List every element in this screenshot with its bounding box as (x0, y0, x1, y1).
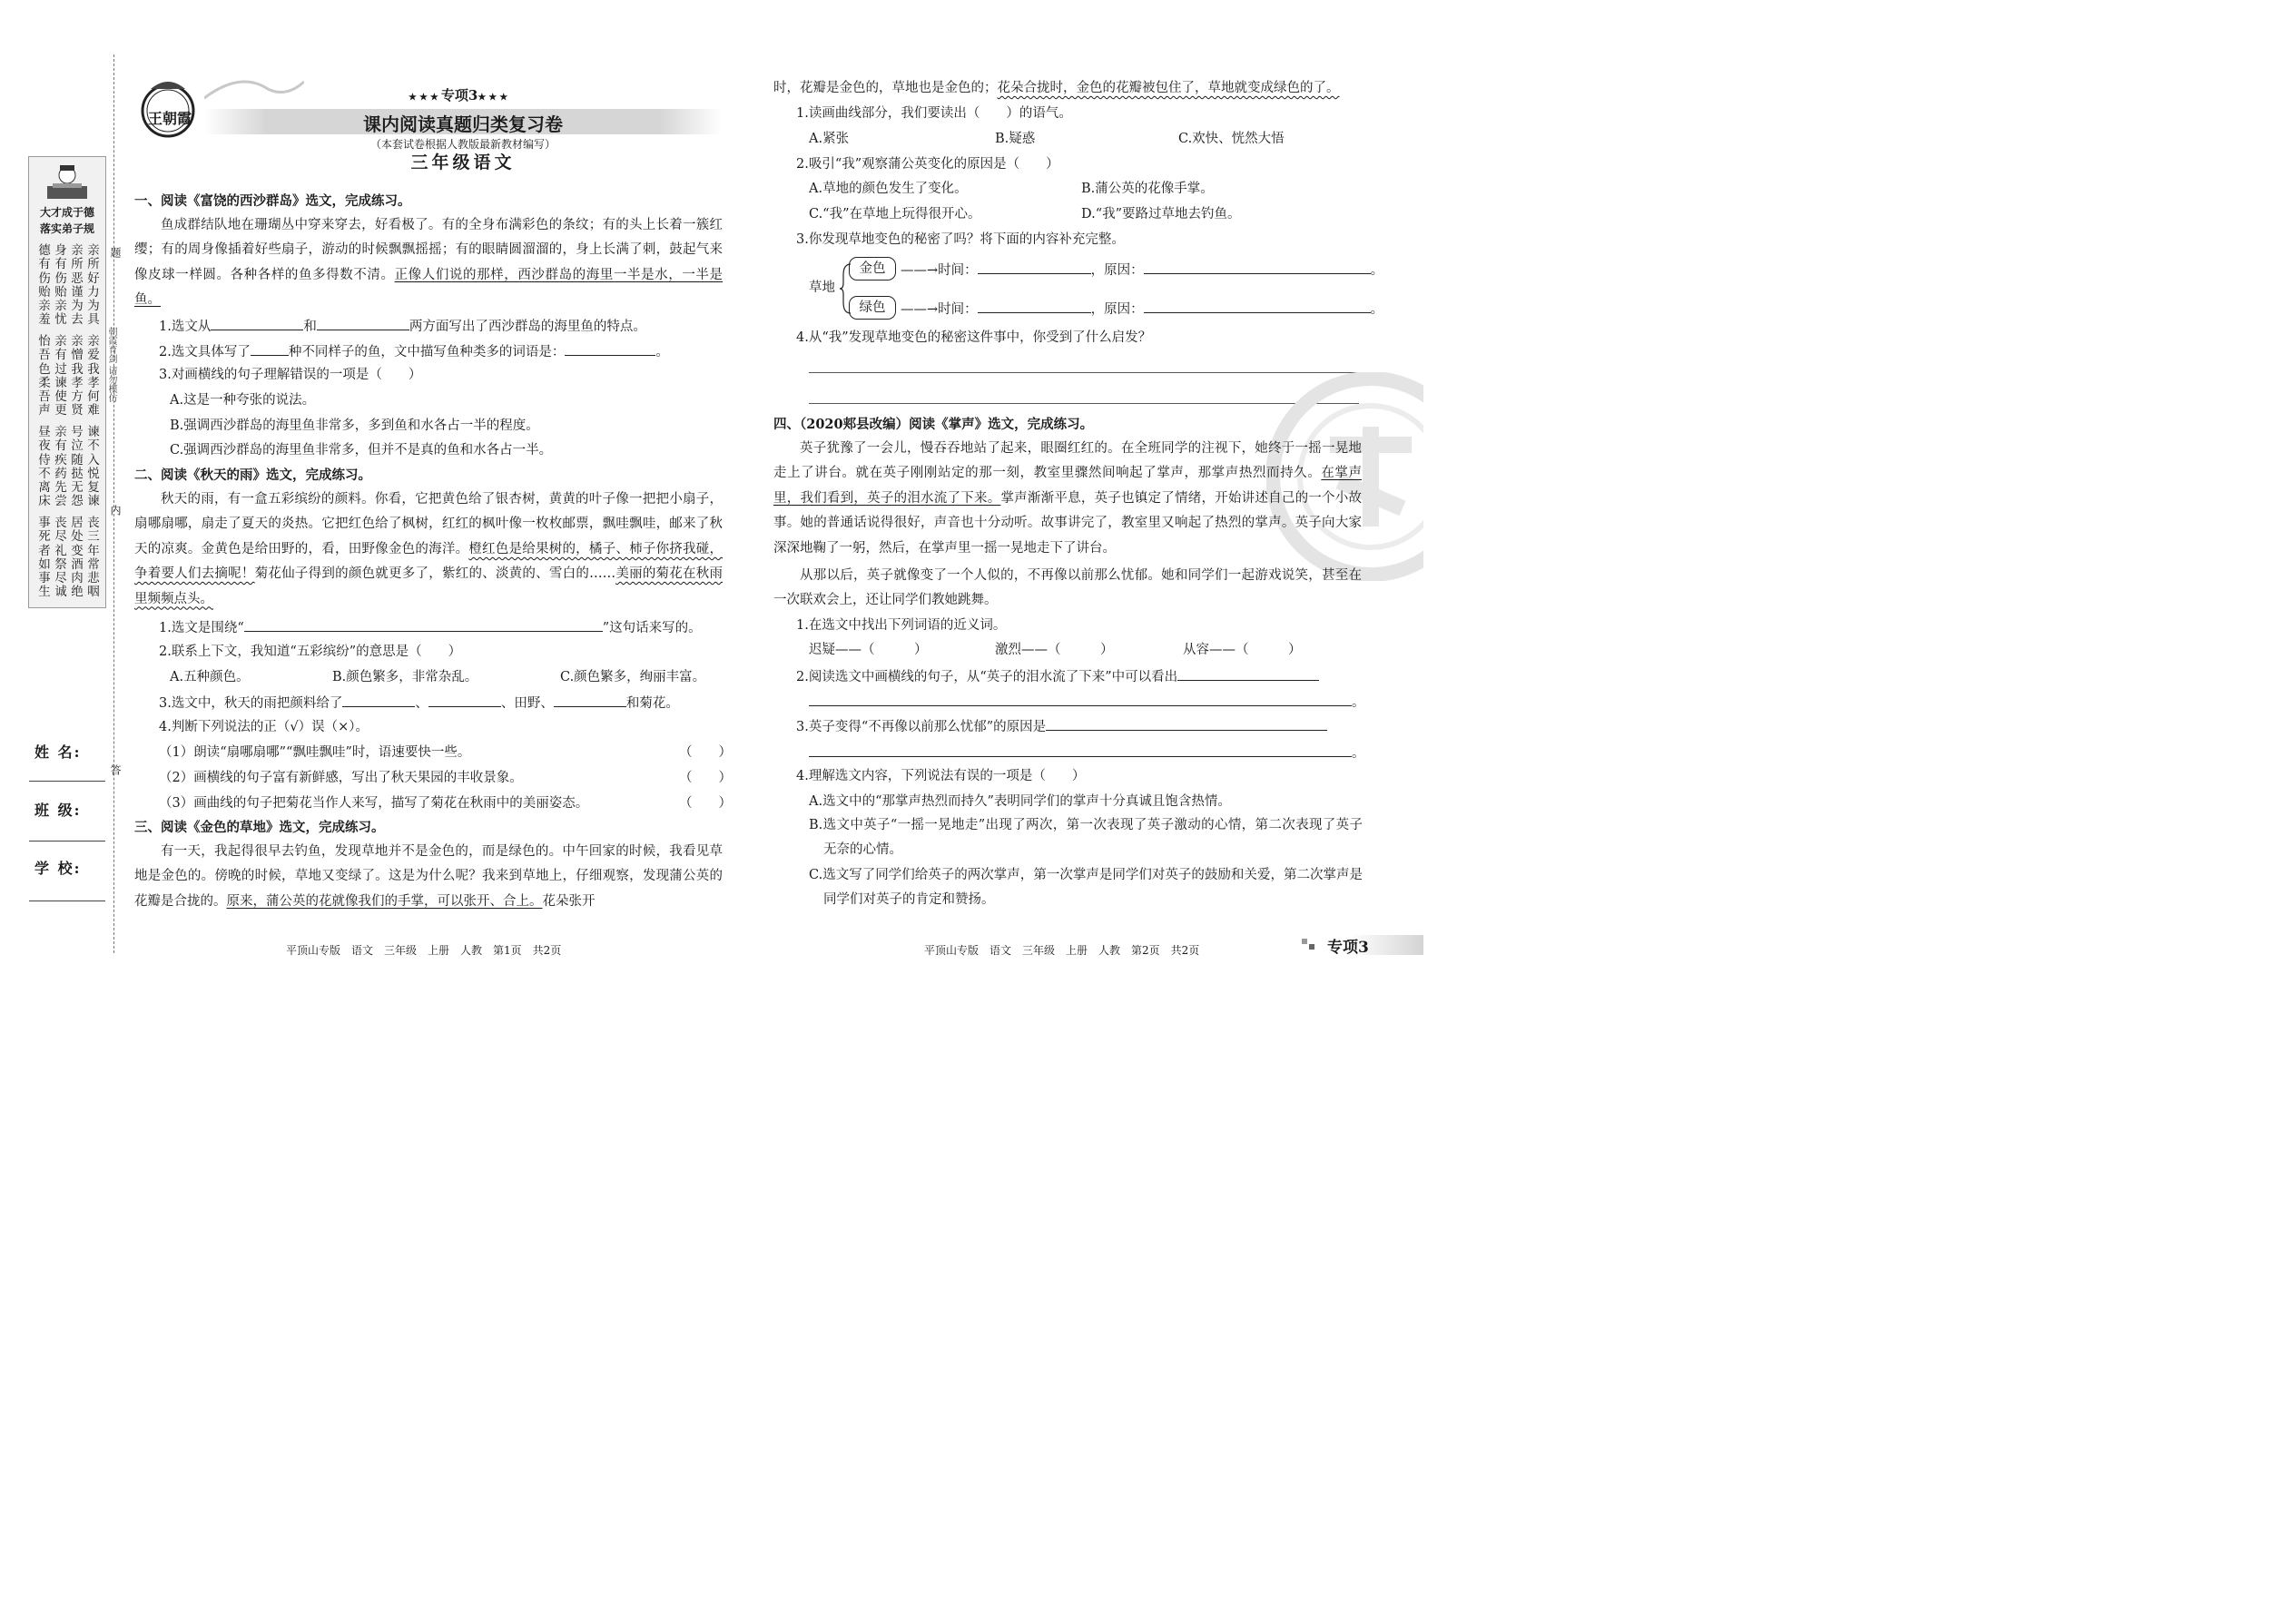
sidebar-verse-column: 德有伤贻亲羞 (38, 243, 51, 328)
grade-subject: 三年级语文 (410, 153, 516, 172)
s3-q1-option-b[interactable]: B.疑惑 (995, 132, 1036, 146)
sidebar-verse-column: 亲憎我孝方贤 (71, 334, 84, 418)
s4-q1: 1.在选文中找出下列词语的近义词。 (796, 618, 1007, 633)
paper-title: 课内阅读真题归类复习卷 (363, 113, 563, 135)
s4-q1-word-2[interactable]: 激烈——（ ） (995, 643, 1114, 657)
s1-q1-blank-1[interactable] (211, 316, 303, 330)
s2-q3-blank-2[interactable] (428, 693, 501, 707)
section3-passage-continued (773, 79, 1340, 97)
s4-q2-text: 2.阅读选文中画横线的句子，从“英子的泪水流了下来”中可以看出 (796, 670, 1178, 684)
s1-q2-text-b: 种不同样子的鱼，文中描写鱼种类多的词语是： (288, 345, 566, 359)
s3-q2-option-c[interactable]: C.“我”在草地上玩得很开心。 (809, 207, 981, 221)
s2-q4-item-1: （1）朗读“扇哪扇哪”“飘哇飘哇”时，语速要快一些。 (159, 745, 471, 760)
tree-gold-time-label: ——→时间： (901, 263, 978, 278)
s2-q2: 2.联系上下文，我知道“五彩缤纷”的意思是（ ） (159, 645, 462, 659)
section1-passage-text: 鱼成群结队地在珊瑚丛中穿来穿去，好看极了。有的全身布满彩色的条纹；有的头上长着一簇红缨；有的周身像插着好些扇子，游动的时候飘飘摇摇；有的眼睛圆溜溜的，身上长满了刺，鼓起气来像皮球一样圆。各种各样的鱼多得数不清。 (134, 218, 723, 282)
tree-row-green (901, 299, 1383, 319)
tree-node-gold: 金色 (849, 257, 896, 281)
footer-badge-square-icon (1302, 939, 1307, 944)
tree-row-gold (901, 260, 1383, 280)
s2-q3-text-d: 和菊花。 (625, 696, 679, 711)
s2-q3-blank-3[interactable] (554, 693, 626, 707)
s3-q4: 4.从“我”发现草地变色的秘密这件事中，你受到了什么启发？ (796, 330, 1152, 345)
section4-passage-1 (773, 437, 1362, 561)
s3-q1-option-c[interactable]: C.欢快、恍然大悟 (1178, 132, 1285, 146)
ribbon-decoration-icon (204, 71, 304, 107)
paper-subtitle: （本套试卷根据人教版最新教材编写） (369, 138, 556, 151)
sidebar-verse-column: 亲有疾药先尝 (54, 425, 67, 509)
s3-q2-option-b[interactable]: B.蒲公英的花像手掌。 (1081, 182, 1214, 196)
section2-wavy-sentence-2: 美丽的菊花在秋雨里频频点头。 (134, 566, 724, 606)
s2-q4-answer-1[interactable]: （ ） (679, 745, 732, 760)
section1-underlined-sentence: 正像人们说的那样，西沙群岛的海里一半是水，一半是鱼。 (134, 267, 724, 308)
tree-green-reason-blank[interactable] (1144, 299, 1371, 313)
tree-gold-reason-label: ，原因： (1090, 263, 1144, 278)
section3-passage (134, 840, 723, 914)
fold-dotted-line (113, 54, 114, 953)
sidebar-verse-column: 身有伤贻亲忧 (54, 243, 67, 328)
sidebar-verse-column: 丧三年常悲咽 (87, 516, 100, 600)
s4-q2-period: 。 (1352, 695, 1365, 710)
s2-q2-option-c[interactable]: C.颜色繁多，绚丽丰富。 (560, 670, 706, 684)
s4-q3-text: 3.英子变得“不再像以前那么忧郁”的原因是 (796, 720, 1047, 734)
s1-q3-option-a[interactable]: A.这是一种夸张的说法。 (170, 393, 316, 408)
s3-q2-option-d[interactable]: D.“我”要路过草地去钓鱼。 (1081, 207, 1241, 221)
class-field[interactable] (29, 841, 105, 842)
tree-green-time-blank[interactable] (978, 299, 1091, 313)
s2-q3 (159, 693, 679, 713)
section3-underlined-sentence: 原来，蒲公英的花就像我们的手掌，可以张开、合上。 (226, 893, 543, 909)
s4-q3 (796, 716, 1327, 736)
s1-q1-text-b: 和 (303, 320, 317, 334)
footer-page-2: 平顶山专版 语文 三年级 上册 人教 第2页 共2页 (924, 944, 1200, 957)
s4-q3-period: 。 (1352, 746, 1365, 761)
footer-page-1: 平顶山专版 语文 三年级 上册 人教 第1页 共2页 (286, 944, 562, 957)
section3-passage-text: 有一天，我起得很早去钓鱼，发现草地并不是金色的，而是绿色的。中午回家的时候，我看见草地是金色的。傍晚的时候，草地又变绿了。这是为什么呢？我来到草地上，仔细观察，发现蒲公英的花瓣是合拢的。 (134, 844, 723, 909)
s1-q2-blank-2[interactable] (565, 341, 655, 356)
section2-passage (134, 487, 723, 612)
sidebar-verse-column: 亲有过谏使更 (54, 334, 67, 418)
brand-logo-text: 王朝霞 (148, 110, 192, 127)
s1-q2-blank-1[interactable] (251, 341, 289, 356)
sidebar-verse-column: 丧尽礼祭尽诚 (54, 516, 67, 600)
tree-root: 草地 (809, 281, 835, 295)
s4-q1-word-1[interactable]: 迟疑——（ ） (809, 643, 928, 657)
fold-mark-2: 内 (109, 505, 122, 516)
class-label: 班 级: (34, 802, 82, 819)
s1-q3-option-b[interactable]: B.强调西沙群岛的海里鱼非常多，多到鱼和水各占一半的程度。 (170, 418, 539, 433)
s3-q3: 3.你发现草地变色的秘密了吗？将下面的内容补充完整。 (796, 232, 1125, 247)
tree-node-green: 绿色 (849, 296, 896, 320)
s2-q3-text-a: 3.选文中，秋天的雨把颜料给了 (159, 696, 343, 711)
name-field[interactable] (29, 781, 105, 782)
s2-q1 (159, 617, 702, 637)
s1-q3-option-c[interactable]: C.强调西沙群岛的海里鱼非常多，但并不是真的鱼和水各占一半。 (170, 443, 553, 458)
section3-passage-text-b: 花朵张开 (542, 893, 596, 909)
tree-gold-end: 。 (1370, 263, 1384, 278)
s1-q2-text-a: 2.选文具体写了 (159, 345, 251, 359)
s2-q3-text-b: 、 (415, 696, 428, 711)
s1-q3: 3.对画横线的句子理解错误的一项是（ ） (159, 368, 422, 382)
sidebar-verse-column: 亲所恶谨为去 (71, 243, 84, 328)
s2-q1-text-a: 1.选文是围绕“ (159, 621, 244, 635)
section1-heading: 一、阅读《富饶的西沙群岛》选文，完成练习。 (134, 193, 411, 209)
s2-q4: 4.判断下列说法的正（√）误（×）。 (159, 720, 369, 734)
sidebar-verse-column: 事死者如事生 (38, 516, 51, 600)
section2-heading: 二、阅读《秋天的雨》选文，完成练习。 (134, 468, 371, 483)
section2-passage-text: 秋天的雨，有一盒五彩缤纷的颜料。你看，它把黄色给了银杏树，黄黄的叶子像一把把小扇子，扇哪扇哪，扇走了夏天的炎热。它把红色给了枫树，红红的枫叶像一枚枚邮票，飘哇飘哇，邮来了秋天的凉爽。金黄色是给田野的，看，田野像金色的海洋。 (134, 492, 723, 556)
fold-mark-1: 题 (109, 247, 122, 258)
name-label: 姓 名: (34, 743, 82, 761)
tree-green-time-label: ——→时间： (901, 302, 978, 317)
s2-q1-blank[interactable] (244, 617, 603, 632)
section3-heading: 三、阅读《金色的草地》选文，完成练习。 (134, 820, 385, 835)
footer-badge: 专项3 (1327, 939, 1369, 957)
s4-q2-blank-1[interactable] (1177, 666, 1319, 681)
s4-q4-option-c[interactable]: C.选文写了同学们给英子的两次掌声，第一次掌声是同学们对英子的鼓励和关爱，第二次掌声是同学们对英子的肯定和赞扬。 (809, 868, 1363, 908)
section4-underlined-sentence: 在掌声里，我们看到，英子的泪水流了下来。 (773, 466, 1363, 506)
section2-wavy-sentence: 橙红色是给果树的，橘子、柿子你挤我碰，争着要人们去摘呢！ (134, 541, 723, 582)
s4-q3-blank-1[interactable] (1046, 716, 1327, 731)
footer-badge-square-icon-2 (1309, 944, 1314, 950)
sidebar-motto-1: 大才成于德 (39, 206, 94, 219)
section3-passage-cont-text: 时，花瓣是金色的，草地也是金色的； (773, 81, 998, 95)
school-label: 学 校: (34, 860, 82, 877)
section2-passage-text-b: 菊花仙子得到的颜色就更多了，紫红的、淡黄的、雪白的…… (254, 566, 616, 582)
s2-q1-text-b: ”这句话来写的。 (602, 621, 702, 635)
section1-passage (134, 213, 723, 313)
brand-vertical-text: 朝霞育剑 请勿模仿 (106, 327, 116, 403)
s2-q4-answer-2[interactable]: （ ） (679, 771, 732, 785)
s1-q1-blank-2[interactable] (317, 316, 409, 330)
tree-gold-time-blank[interactable] (978, 260, 1091, 274)
s2-q4-item-2: （2）画横线的句子富有新鲜感，写出了秋天果园的丰收景象。 (159, 771, 523, 785)
section4-passage-1-text-b: 掌声渐渐平息，英子也镇定了情绪，开始讲述自己的一个小故事。她的普通话说得很好，声音也十分动听。故事讲完了，教室里又响起了热烈的掌声。英子向大家深深地鞠了一躬，然后，在掌声里一摇一晃地走下了讲台。 (773, 490, 1362, 556)
section4-heading: 四、（2020郏县改编）阅读《掌声》选文，完成练习。 (773, 417, 1094, 432)
sidebar-verse-column: 怡吾色柔吾声 (38, 334, 51, 418)
s1-q2-text-c: 。 (655, 345, 669, 359)
series-label: ★★★专项3★★★ (409, 87, 511, 103)
s1-q2 (159, 341, 669, 361)
s2-q2-option-b[interactable]: B.颜色繁多，非常杂乱。 (332, 670, 478, 684)
s1-q1-text-c: 两方面写出了西沙群岛的海里鱼的特点。 (409, 320, 646, 334)
sidebar-verse-column: 居处变酒肉绝 (71, 516, 84, 600)
s1-q1-text-a: 1.选文从 (159, 320, 212, 334)
s4-q3-line-2 (809, 743, 1365, 763)
s2-q3-blank-1[interactable] (342, 693, 415, 707)
s4-q4-option-b[interactable]: B.选文中英子“一摇一晃地走”出现了两次，第一次表现了英子激动的心情，第二次表现了英子无奈的心情。 (809, 818, 1363, 858)
fold-mark-3: 答 (109, 764, 122, 775)
s2-q3-text-c: 、田野、 (500, 696, 554, 711)
s3-q1: 1.读画曲线部分，我们要读出（ ）的语气。 (796, 106, 1072, 121)
section3-wavy-sentence: 花朵合拢时，金色的花瓣被包住了，草地就变成绿色的了。 (997, 81, 1340, 95)
s3-q2-option-a[interactable]: A.草地的颜色发生了变化。 (809, 182, 968, 196)
sidebar-verse-column: 亲爱我孝何难 (87, 334, 100, 418)
sidebar-motto-2: 落实弟子规 (39, 222, 94, 235)
section4-passage-2: 从那以后，英子就像变了一个人似的，不再像以前那么忧郁。她和同学们一起游戏说笑，甚至在一次联欢会上，还让同学们教她跳舞。 (773, 568, 1362, 608)
s1-q1 (159, 316, 646, 336)
tree-gold-reason-blank[interactable] (1144, 260, 1371, 274)
s4-q3-blank-2[interactable] (809, 743, 1352, 757)
sidebar-verse-column: 亲所好力为具 (87, 243, 100, 328)
s2-q4-item-3: （3）画曲线的句子把菊花当作人来写，描写了菊花在秋雨中的美丽姿态。 (159, 796, 589, 811)
s4-q4: 4.理解选文内容，下列说法有误的一项是（ ） (796, 769, 1086, 783)
s3-q1-option-a[interactable]: A.紧张 (809, 132, 850, 146)
tree-green-end: 。 (1370, 302, 1384, 317)
s2-q2-option-a[interactable]: A.五种颜色。 (170, 670, 250, 684)
s4-q2-line-2 (809, 692, 1365, 712)
tree-green-reason-label: ，原因： (1090, 302, 1144, 317)
s4-q1-word-3[interactable]: 从容——（ ） (1183, 643, 1302, 657)
s4-q4-option-a[interactable]: A.选文中的“那掌声热烈而持久”表明同学们的掌声十分真诚且饱含热情。 (809, 794, 1231, 809)
sidebar-verse-column: 谏不入悦复谏 (87, 425, 100, 509)
section4-passage-1-text: 英子犹豫了一会儿，慢吞吞地站了起来，眼圈红红的。在全班同学的注视下，她终于一摇一晃地走上了讲台。就在英子刚刚站定的那一刻，教室里骤然间响起了掌声，那掌声热烈而持久。 (773, 441, 1362, 481)
s2-q4-answer-3[interactable]: （ ） (679, 796, 732, 811)
sidebar-motto-box (28, 156, 106, 608)
sidebar-verse-column: 号泣随挞无怨 (71, 425, 84, 509)
sidebar-verse-column: 昼夜侍不离床 (38, 425, 51, 509)
scholar-illustration-icon (40, 162, 94, 204)
s4-q2 (796, 666, 1319, 686)
s4-q2-blank-2[interactable] (809, 692, 1352, 706)
series-text: 专项3 (440, 87, 478, 103)
s3-q2: 2.吸引“我”观察蒲公英变化的原因是（ ） (796, 157, 1059, 172)
